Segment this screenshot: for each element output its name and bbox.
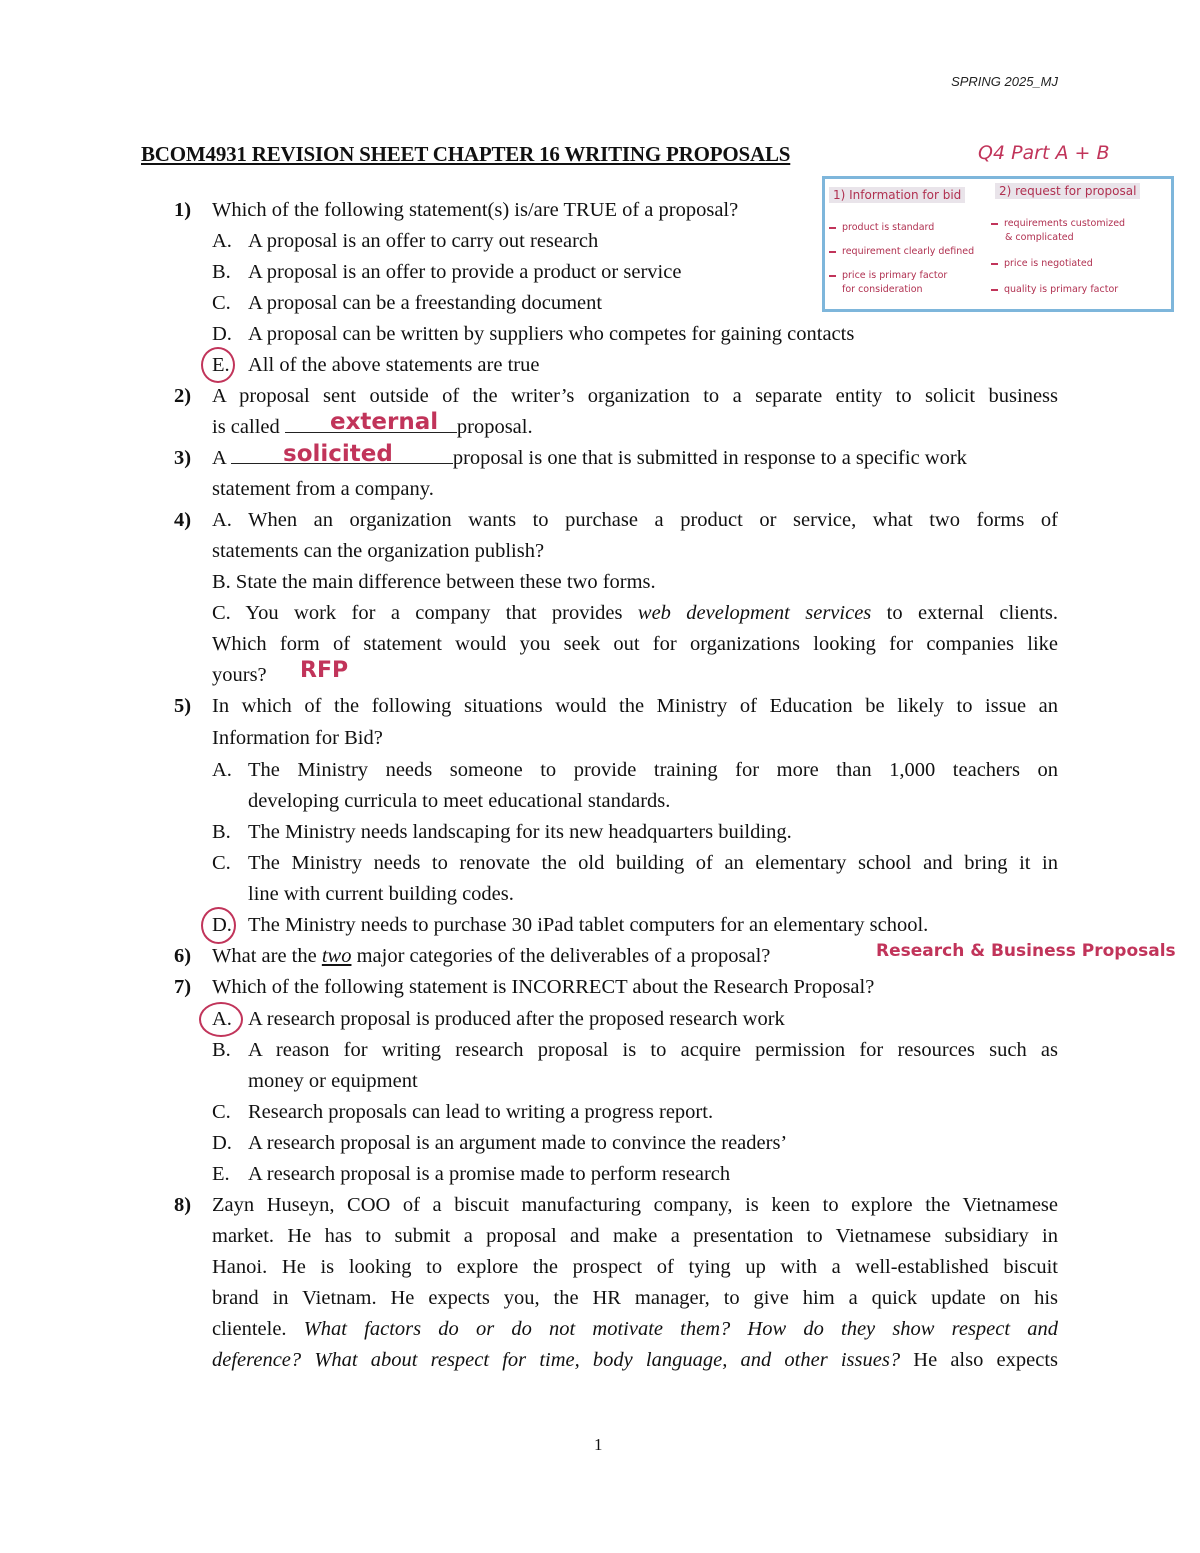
q5-option-text-cont: developing curricula to meet educational standards. bbox=[248, 790, 671, 812]
q3-number: 3) bbox=[174, 447, 192, 469]
q1-option-text: A proposal is an offer to carry out research bbox=[248, 230, 599, 252]
q7-option-letter: A. bbox=[212, 1008, 232, 1030]
q5-option-letter: B. bbox=[212, 821, 231, 843]
q6-number: 6) bbox=[174, 945, 192, 967]
note-left-heading: 1) Information for bid bbox=[829, 187, 965, 203]
q7-number: 7) bbox=[174, 976, 192, 998]
q8-number: 8) bbox=[174, 1194, 192, 1216]
q4-text-a2: statements can the organization publish? bbox=[212, 540, 545, 562]
q3-text-line2: statement from a company. bbox=[212, 478, 434, 500]
note-right-item: quality is primary factor bbox=[991, 283, 1118, 296]
semester-header: SPRING 2025_MJ bbox=[951, 74, 1058, 89]
q1-option-text: A proposal can be a freestanding document bbox=[248, 292, 603, 314]
q8-text-line: deference? What about respect for time, body language, and other issues? He also expects bbox=[212, 1349, 1058, 1371]
q1-option-letter: A. bbox=[212, 230, 232, 252]
note-right-heading: 2) request for proposal bbox=[995, 183, 1140, 199]
note-left-item: price is primary factor bbox=[829, 269, 947, 282]
q7-option-text: A research proposal is an argument made to convince the readers’ bbox=[248, 1132, 788, 1154]
q1-text: Which of the following statement(s) is/are TRUE of a proposal? bbox=[212, 199, 739, 221]
note-right-item: requirements customized bbox=[991, 217, 1125, 230]
q7-text: Which of the following statement is INCORRECT about the Research Proposal? bbox=[212, 976, 875, 998]
q7-option-letter: D. bbox=[212, 1132, 232, 1154]
q5-option-text: The Ministry needs to renovate the old building of an elementary school and bring it in bbox=[248, 852, 1058, 874]
q8-text-line: Hanoi. He is looking to explore the prospect of tying up with a well-established biscuit bbox=[212, 1256, 1058, 1278]
q7-option-letter: E. bbox=[212, 1163, 230, 1185]
q4-text-c3: yours? bbox=[212, 664, 267, 686]
q7-option-text: A research proposal is a promise made to perform research bbox=[248, 1163, 731, 1185]
q8-text-line: clientele. What factors do or do not motivate them? How do they show respect and bbox=[212, 1318, 1058, 1340]
note-left-item: product is standard bbox=[829, 221, 934, 234]
q5-option-letter: D. bbox=[212, 914, 232, 936]
answer-circle-mark bbox=[201, 347, 235, 383]
q1-option-text: A proposal can be written by suppliers who competes for gaining contacts bbox=[248, 323, 855, 345]
annotation-q4-part: Q4 Part A + B bbox=[978, 142, 1110, 164]
q8-text-line: Zayn Huseyn, COO of a biscuit manufacturing company, is keen to explore the Vietnamese bbox=[212, 1194, 1058, 1216]
q4-number: 4) bbox=[174, 509, 192, 531]
q1-option-letter: D. bbox=[212, 323, 232, 345]
q4-text-a1: A. When an organization wants to purchase a product or service, what two forms of bbox=[212, 509, 1058, 531]
answer-circle-mark bbox=[199, 1002, 243, 1037]
page-number: 1 bbox=[594, 1435, 603, 1454]
note-left-item: for consideration bbox=[842, 284, 923, 295]
q7-option-text: Research proposals can lead to writing a progress report. bbox=[248, 1101, 714, 1123]
q2-text-line2: is called proposal. bbox=[212, 416, 533, 438]
q2-answer: external bbox=[330, 409, 439, 435]
q1-option-text: A proposal is an offer to provide a product or service bbox=[248, 261, 682, 283]
note-right-item: price is negotiated bbox=[991, 257, 1093, 270]
q4-answer: RFP bbox=[300, 658, 349, 683]
q1-option-text: All of the above statements are true bbox=[248, 354, 540, 376]
q5-text-line1: In which of the following situations would the Ministry of Education be likely to issue an bbox=[212, 695, 1058, 717]
q2-number: 2) bbox=[174, 385, 192, 407]
q5-option-text: The Ministry needs to purchase 30 iPad tablet computers for an elementary school. bbox=[248, 914, 929, 936]
q7-option-text-cont: money or equipment bbox=[248, 1070, 418, 1092]
q5-option-letter: A. bbox=[212, 759, 232, 781]
page-title: BCOM4931 REVISION SHEET CHAPTER 16 WRITING PROPOSALS bbox=[141, 142, 791, 166]
q6-text: What are the two major categories of the deliverables of a proposal? bbox=[212, 945, 771, 967]
q7-option-text: A research proposal is produced after the proposed research work bbox=[248, 1008, 785, 1030]
q5-text-line2: Information for Bid? bbox=[212, 727, 383, 749]
note-left-item: requirement clearly defined bbox=[829, 245, 974, 258]
q8-text-line: market. He has to submit a proposal and make a presentation to Vietnamese subsidiary in bbox=[212, 1225, 1058, 1247]
q7-option-text: A reason for writing research proposal is to acquire permission for resources such as bbox=[248, 1039, 1058, 1061]
q4-text-c1: C. You work for a company that provides web development services to external clients. bbox=[212, 602, 1058, 624]
q3-answer: solicited bbox=[283, 441, 393, 467]
q4-text-c2: Which form of statement would you seek out for organizations looking for companies like bbox=[212, 633, 1058, 655]
note-box bbox=[822, 176, 1174, 312]
q4-text-b: B. State the main difference between these two forms. bbox=[212, 571, 656, 593]
q1-option-letter: B. bbox=[212, 261, 231, 283]
q5-option-letter: C. bbox=[212, 852, 231, 874]
q8-text-line: brand in Vietnam. He expects you, the HR manager, to give him a quick update on his bbox=[212, 1287, 1058, 1309]
q1-number: 1) bbox=[174, 199, 192, 221]
note-right-item: & complicated bbox=[1005, 232, 1074, 243]
q7-option-letter: B. bbox=[212, 1039, 231, 1061]
answer-circle-mark bbox=[201, 907, 236, 944]
q6-answer: Research & Business Proposals bbox=[876, 941, 1176, 961]
q1-option-letter: C. bbox=[212, 292, 231, 314]
q5-option-text-cont: line with current building codes. bbox=[248, 883, 514, 905]
q3-text-line1: A proposal is one that is submitted in response to a specific work bbox=[212, 447, 967, 469]
q5-number: 5) bbox=[174, 695, 192, 717]
q1-option-letter: E. bbox=[212, 354, 230, 376]
q7-option-letter: C. bbox=[212, 1101, 231, 1123]
q2-text-line1: A proposal sent outside of the writer’s organization to a separate entity to solicit business bbox=[212, 385, 1058, 407]
q5-option-text: The Ministry needs landscaping for its new headquarters building. bbox=[248, 821, 792, 843]
q5-option-text: The Ministry needs someone to provide training for more than 1,000 teachers on bbox=[248, 759, 1058, 781]
